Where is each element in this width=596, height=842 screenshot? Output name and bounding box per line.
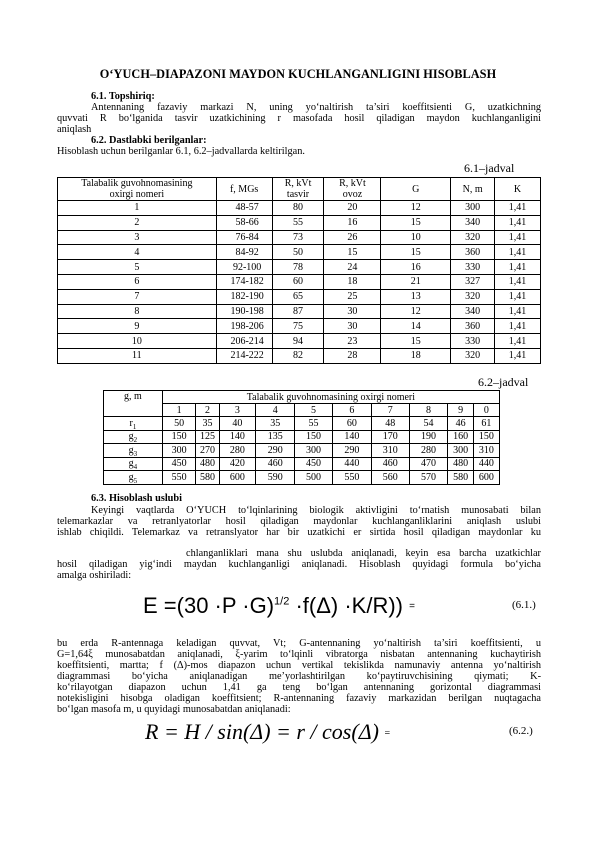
table-1-cell: 340 (451, 215, 495, 230)
table-2-cell: 46 (448, 417, 473, 431)
table-2-cell: 580 (448, 471, 473, 485)
table-2-cell: 35 (256, 417, 295, 431)
table-1-header-cell (216, 178, 272, 201)
table-1-cell: 3 (58, 230, 217, 245)
table-2-cell: 590 (256, 471, 295, 485)
table-1-cell: 190-198 (216, 304, 272, 319)
table-1-cell: 78 (272, 260, 324, 275)
table-1-header-cell (451, 178, 495, 201)
table-2-column-header: 1 (162, 404, 196, 417)
table-1-cell: 2 (58, 215, 217, 230)
table-2-cell: 580 (196, 471, 219, 485)
table-2-cell: 570 (409, 471, 448, 485)
table-2-cell: 460 (256, 457, 295, 471)
table-1-cell: 12 (381, 304, 451, 319)
table-2-row-subscript: 5 (133, 476, 138, 485)
table-2-cell: 125 (196, 430, 219, 444)
formula-6-2 (145, 720, 390, 746)
table-1-header-text: ovoz (342, 189, 363, 200)
table-2-column-row (104, 404, 500, 417)
table-2-column-header: 0 (473, 404, 499, 417)
table-1-cell: 25 (324, 289, 381, 304)
table-1-cell: 24 (324, 260, 381, 275)
table-2-row-subscript: 3 (133, 449, 138, 458)
table-1-row (58, 201, 541, 216)
formula-6-2-expression: R = H / sin(Δ) = r / cos(Δ) (145, 719, 379, 744)
task-text-line-1: Antennaning fazaviy markazi N, uning yo‘naltirish ta’siri koeffitsienti G, uzatkichning (91, 102, 541, 113)
method-line-1: Keyingi vaqtlarda O‘YUCH to‘lqinlarining biologik aktivligini to‘rnatish munosabati bilan (91, 505, 541, 516)
table-2-cell: 480 (448, 457, 473, 471)
table-1-cell: 15 (381, 334, 451, 349)
table-2-cell: 160 (448, 430, 473, 444)
table-1-cell: 12 (381, 201, 451, 216)
table-1-header-text: oxirgi nomeri (109, 189, 165, 200)
table-2-cell: 50 (162, 417, 196, 431)
table-2-cell: 560 (371, 471, 409, 485)
table-1-cell: 1,41 (495, 304, 541, 319)
table-1-cell: 76-84 (216, 230, 272, 245)
table-1-cell: 6 (58, 274, 217, 289)
table-1-cell: 15 (324, 245, 381, 260)
table-2-cell: 600 (473, 471, 499, 485)
table-1-cell: 48-57 (216, 201, 272, 216)
table-2-cell: 170 (371, 430, 409, 444)
table-1-header-text: R, kVt (284, 178, 312, 189)
table-1-header-row (58, 178, 541, 201)
table-2-row (104, 457, 500, 471)
explanation-line-7: bo‘lgan masofa m, u quyidagi munosabatdan aniqlanadi: (57, 704, 291, 715)
method-line-5: hosil qiladigan yig‘indi maydan kuchlanganligi aniqlanadi. Hisoblash quyidagi formula bo‘yicha (57, 559, 541, 570)
table-2-cell: 470 (409, 457, 448, 471)
table-1-cell: 1,41 (495, 289, 541, 304)
table-1-header-cell (324, 178, 381, 201)
table-1-header-text: R, kVt (339, 178, 366, 189)
table-1-header-text: f, MGs (229, 183, 259, 195)
table-1-cell: 1,41 (495, 245, 541, 260)
table-1-cell: 4 (58, 245, 217, 260)
formula-6-1-rhs: ·f(Δ) ·K/R)) (289, 593, 403, 618)
table-1-header-cell (381, 178, 451, 201)
table-1-cell: 84-92 (216, 245, 272, 260)
explanation-line-3: koeffitsienti, martta; f (Δ)-mos diapazon uchun vertikal tekislikda namunaviy antenna yo‘naltirish (57, 660, 541, 671)
table-1-cell: 8 (58, 304, 217, 319)
explanation-line-6: notekisligini hisobga oladigan koeffitsient; R-antennaning fazaviy markazidan berilgan nuqtagacha (57, 693, 541, 704)
table-2-cell: 40 (219, 417, 256, 431)
table-1-row (58, 215, 541, 230)
table-2-cell: 600 (219, 471, 256, 485)
formula-6-1-exponent: 1/2 (274, 595, 290, 608)
table-2-row (104, 444, 500, 458)
table-1-cell: 16 (381, 260, 451, 275)
table-2-row-label (104, 430, 163, 444)
table-1-cell: 26 (324, 230, 381, 245)
table-2-cell: 310 (473, 444, 499, 458)
table-1-row (58, 245, 541, 260)
table-1-cell: 92-100 (216, 260, 272, 275)
table-1-cell: 16 (324, 215, 381, 230)
table-2-cell: 550 (162, 471, 196, 485)
table-1-cell: 15 (381, 215, 451, 230)
table-1-cell: 320 (451, 289, 495, 304)
table-1-cell: 75 (272, 319, 324, 334)
table-1-cell: 360 (451, 245, 495, 260)
table-2-cell: 270 (196, 444, 219, 458)
page-title: O‘YUCH–DIAPAZONI MAYDON KUCHLANGANLIGINI HISOBLASH (99, 67, 497, 81)
explanation-line-4: diagrammasi bo‘yicha aniqlanadigan me’yorlashtirilgan ko‘paytiruvchisining qiymati; K- (57, 671, 541, 682)
table-1-cell: 15 (381, 245, 451, 260)
table-1-cell: 1 (58, 201, 217, 216)
method-line-2: telemarkazlar va retranlyatorlar hosil qiladigan maydonlar kuchlanganliklarini aniqlash uslubi (57, 516, 541, 527)
table-2-row-label (104, 417, 163, 431)
formula-6-1 (143, 594, 415, 619)
table-2-row-label (104, 471, 163, 485)
table-2-cell: 480 (196, 457, 219, 471)
table-1-cell: 30 (324, 304, 381, 319)
table-2-row-label (104, 457, 163, 471)
table-1-cell: 1,41 (495, 334, 541, 349)
table-1-cell: 198-206 (216, 319, 272, 334)
table-2-cell: 550 (332, 471, 371, 485)
table-2-row-subscript: 4 (133, 463, 138, 472)
table-1-cell: 330 (451, 260, 495, 275)
table-2-cell: 140 (332, 430, 371, 444)
table-2-cell: 300 (448, 444, 473, 458)
method-line-6: amalga oshiriladi: (57, 570, 132, 581)
table-1-header-text: Talabalik guvohnomasining (81, 178, 193, 189)
table-1-cell: 58-66 (216, 215, 272, 230)
table-1-cell: 1,41 (495, 274, 541, 289)
table-2-column-header: 6 (332, 404, 371, 417)
table-1-cell: 327 (451, 274, 495, 289)
table-1-cell: 10 (381, 230, 451, 245)
table-2-cell: 150 (473, 430, 499, 444)
table-2-row (104, 430, 500, 444)
table-2-cell: 310 (371, 444, 409, 458)
table-1-header-text: K (513, 183, 522, 195)
table-2-header-row (104, 391, 500, 404)
table-1-cell: 14 (381, 319, 451, 334)
table-2-cell: 440 (332, 457, 371, 471)
table-1-row (58, 230, 541, 245)
table-2-row-subscript: 2 (133, 436, 138, 445)
table-1-cell: 5 (58, 260, 217, 275)
table-1-cell: 1,41 (495, 215, 541, 230)
table-2-cell: 150 (162, 430, 196, 444)
table-2-row (104, 471, 500, 485)
table-1-cell: 182-190 (216, 289, 272, 304)
table-2-row (104, 417, 500, 431)
method-line-4: chlanganliklari mana shu uslubda aniqlanadi, keyin esa barcha uzatkichlar (186, 548, 541, 559)
table-1-cell: 1,41 (495, 230, 541, 245)
table-2-cell: 450 (295, 457, 333, 471)
table-1-header-text: G (412, 183, 420, 195)
table-1-cell: 21 (381, 274, 451, 289)
table-1-header-cell (58, 178, 217, 201)
table-2-row-symbol: g (128, 431, 134, 443)
section-heading-task: 6.1. Topshiriq: (91, 91, 155, 102)
table-1-cell: 1,41 (495, 201, 541, 216)
table-2-column-header: 3 (219, 404, 256, 417)
table-1-cell: 50 (272, 245, 324, 260)
table-1-cell: 360 (451, 319, 495, 334)
table-1-cell: 82 (272, 348, 324, 363)
table-2-row-symbol: g (128, 458, 134, 470)
table-1-header-text: tasvir (286, 189, 310, 200)
table-1-cell: 214-222 (216, 348, 272, 363)
data-table-2 (103, 390, 500, 485)
table-2-cell: 290 (332, 444, 371, 458)
table-1-row (58, 274, 541, 289)
table-2-cell: 60 (332, 417, 371, 431)
table-2-cell: 290 (256, 444, 295, 458)
table-2-column-header: 4 (256, 404, 295, 417)
table-1-row (58, 260, 541, 275)
table-1-cell: 18 (381, 348, 451, 363)
table-1-cell: 23 (324, 334, 381, 349)
table-2-column-header: 8 (409, 404, 448, 417)
table-2-cell: 500 (295, 471, 333, 485)
section-heading-given-data: 6.2. Dastlabki berilganlar: (91, 135, 207, 146)
table-1-cell: 28 (324, 348, 381, 363)
table-2-cell: 460 (371, 457, 409, 471)
task-text-line-3: aniqlash (57, 124, 92, 135)
table-2-cell: 300 (295, 444, 333, 458)
table-1-header-cell (272, 178, 324, 201)
table-2-row-subscript: 1 (132, 422, 137, 431)
table-2-row-label (104, 444, 163, 458)
table-1-cell: 300 (451, 201, 495, 216)
table-2-cell: 61 (473, 417, 499, 431)
table-1-cell: 60 (272, 274, 324, 289)
table-2-row-symbol: g (128, 444, 134, 456)
explanation-line-1: bu erda R-antennaga keladigan quvvat, Vt; G-antennaning yo‘naltirish ta’siri koeffitsienti, u (57, 638, 541, 649)
table-2-row-symbol: r (129, 417, 133, 429)
table-1-cell: 320 (451, 348, 495, 363)
formula-6-1-trail: = (409, 601, 415, 613)
table-2-cell: 190 (409, 430, 448, 444)
table-2-column-header: 7 (371, 404, 409, 417)
table-2-cell: 135 (256, 430, 295, 444)
table-1-cell: 1,41 (495, 260, 541, 275)
table-1-cell: 65 (272, 289, 324, 304)
table-1-cell: 1,41 (495, 348, 541, 363)
table-2-cell: 300 (162, 444, 196, 458)
table-1-row (58, 304, 541, 319)
data-table-1 (57, 177, 541, 364)
table-1-row (58, 334, 541, 349)
table-2-cell: 440 (473, 457, 499, 471)
table-1-cell: 206-214 (216, 334, 272, 349)
table-2-cell: 48 (371, 417, 409, 431)
table-2-row-symbol: g (128, 471, 134, 483)
table-1-cell: 87 (272, 304, 324, 319)
table-2-cell: 55 (295, 417, 333, 431)
table-1-cell: 330 (451, 334, 495, 349)
table-1-cell: 174-182 (216, 274, 272, 289)
table-2-label: 6.2–jadval (478, 375, 529, 389)
table-2-column-header: 5 (295, 404, 333, 417)
table-1-header-cell (495, 178, 541, 201)
table-2-corner: g, m (104, 391, 163, 417)
formula-6-2-trail: = (384, 727, 391, 739)
method-line-3: ishlab chiqildi. Telemarkaz va retranslyator har bir uzatkichi er sirtida hosil qiladigan maydonlar ku (57, 527, 541, 538)
table-2-cell: 140 (219, 430, 256, 444)
table-1-row (58, 289, 541, 304)
equation-number-6-2: (6.2.) (509, 725, 533, 737)
table-1-row (58, 348, 541, 363)
table-1-cell: 30 (324, 319, 381, 334)
task-text-line-2: quvvati R bo‘lganida tasvir uzatkichining r masofada hosil qiladigan maydon kuchlanganligini (57, 113, 541, 124)
table-2-cell: 420 (219, 457, 256, 471)
table-1-cell: 9 (58, 319, 217, 334)
table-2-column-header: 9 (448, 404, 473, 417)
table-1-cell: 340 (451, 304, 495, 319)
table-1-cell: 73 (272, 230, 324, 245)
table-1-cell: 11 (58, 348, 217, 363)
table-2-cell: 150 (295, 430, 333, 444)
table-1-header-text: N, m (462, 183, 483, 195)
table-2-cell: 280 (219, 444, 256, 458)
table-1-cell: 80 (272, 201, 324, 216)
table-2-cell: 280 (409, 444, 448, 458)
table-2-cell: 54 (409, 417, 448, 431)
table-1-cell: 20 (324, 201, 381, 216)
table-1-cell: 320 (451, 230, 495, 245)
table-1-cell: 13 (381, 289, 451, 304)
table-2-column-header: 2 (196, 404, 219, 417)
table-2-group-header: Talabalik guvohnomasining oxirgi nomeri (162, 391, 499, 404)
section-heading-method: 6.3. Hisoblash uslubi (91, 493, 182, 504)
table-1-cell: 18 (324, 274, 381, 289)
table-1-cell: 94 (272, 334, 324, 349)
table-2-cell: 35 (196, 417, 219, 431)
table-1-cell: 7 (58, 289, 217, 304)
table-2-cell: 450 (162, 457, 196, 471)
table-1-row (58, 319, 541, 334)
table-1-cell: 1,41 (495, 319, 541, 334)
table-1-label: 6.1–jadval (464, 161, 515, 175)
explanation-line-5: ko‘rilayotgan diapazon uchun 1,41 ga teng bo‘lgan antennaning gorizontal diagrammasi (57, 682, 541, 693)
table-1-cell: 55 (272, 215, 324, 230)
formula-6-1-lhs: E =(30 ·P ·G) (143, 593, 275, 618)
explanation-line-2: G=1,64ξ munosabatdan aniqlanadi, ξ-yarim to‘lqinli vibratorga nisbatan antennaning kuchaytirish (57, 649, 541, 660)
given-data-text: Hisoblash uchun berilganlar 6.1, 6.2–jadvallarda keltirilgan. (57, 146, 305, 157)
table-1-cell: 10 (58, 334, 217, 349)
equation-number-6-1: (6.1.) (512, 599, 536, 611)
